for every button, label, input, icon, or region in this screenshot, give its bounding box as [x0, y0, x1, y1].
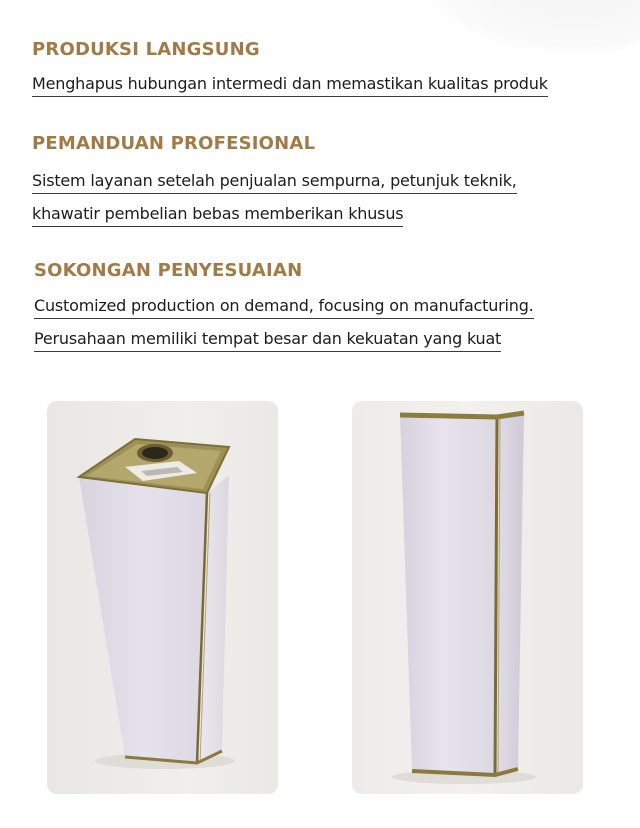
text-line-professional-guidance-2: khawatir pembelian bebas memberikan khusus: [32, 204, 403, 227]
tin-can-side-icon: [352, 401, 583, 794]
tin-can-side-photo: [352, 401, 583, 794]
text-line-direct-production-1: Menghapus hubungan intermedi dan memastikan kualitas produk: [32, 74, 548, 97]
text-line-customization-support-2: Perusahaan memiliki tempat besar dan kekuatan yang kuat: [34, 329, 501, 352]
tin-can-angled-photo: [47, 401, 278, 794]
corner-decoration: [420, 0, 640, 60]
heading-direct-production: PRODUKSI LANGSUNG: [32, 39, 260, 60]
tin-can-angled-icon: [47, 401, 278, 794]
heading-customization-support: SOKONGAN PENYESUAIAN: [34, 260, 303, 281]
heading-professional-guidance: PEMANDUAN PROFESIONAL: [32, 133, 316, 154]
text-line-professional-guidance-1: Sistem layanan setelah penjualan sempurna, petunjuk teknik,: [32, 171, 517, 194]
text-line-customization-support-1: Customized production on demand, focusing on manufacturing.: [34, 296, 534, 319]
